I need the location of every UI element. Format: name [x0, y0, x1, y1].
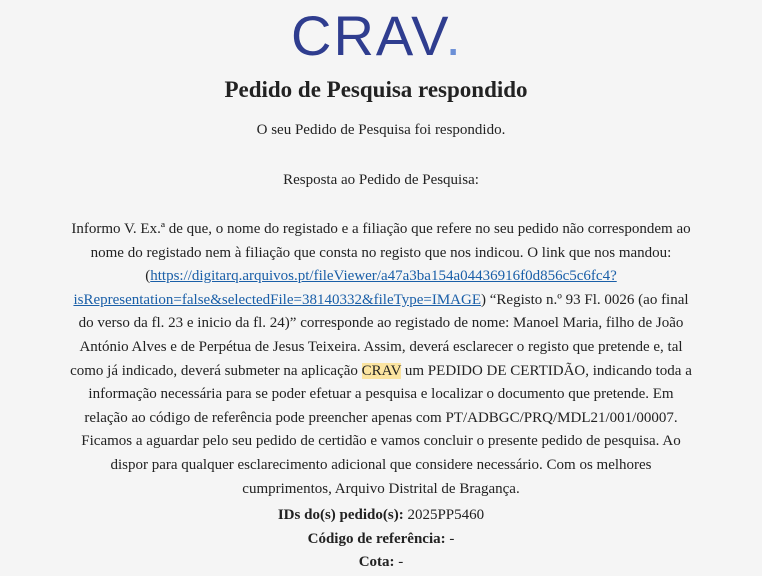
answer-body-part2: ) “Registo n.º 93 Fl. 0026 (ao final do verso da fl. 23 e inicio da fl. 24)” corresponde ao registado de nome: Manoel Maria, filho de João António Alves e de Perpétua de Jesus Teixeira. Assim, deverá esclarecer o registo que pretende e, tal como já indicado, deverá submeter na aplicação	[70, 291, 689, 379]
cota-value: -	[394, 554, 404, 570]
reference-code-value: -	[445, 531, 455, 547]
crav-logo	[0, 4, 752, 67]
request-ids	[0, 507, 762, 524]
page-title: Pedido de Pesquisa respondido	[224, 77, 528, 102]
answer-body-part1: Informo V. Ex.ª de que, o nome do registado e a filiação que refere no seu pedido não correspondem ao nome do registado nem à filiação que consta no registo que nos indicou. O link que nos mandou: (	[71, 221, 691, 285]
logo-letters: CRAV.	[291, 4, 463, 67]
crav-logo-mark	[291, 4, 463, 67]
digitarq-link[interactable]: https://digitarq.arquivos.pt/fileViewer/a47a3ba154a04436916f0d856c5c6fc4?isRepresentation=false&selectedFile=38140332&fileType=IMAGE	[73, 268, 617, 308]
reference-code-label: Código de referência:	[307, 531, 446, 547]
request-ids-value: 2025PP5460	[403, 507, 485, 523]
answer-body-part3: um PEDIDO DE CERTIDÃO, indicando toda a informação necessária para se poder efetuar a pesquisa e localizar o documento que pretende. Em relação ao código de referência pode preencher apenas com PT/ADBGC/PRQ/MDL21/001/00007. Ficamos a aguardar pelo seu pedido de certidão e vamos concluir o presente pedido de pesquisa. Ao dispor para qualquer esclarecimento adicional que considere necessário. Com os melhores cumprimentos, Arquivo Distrital de Bragança.	[81, 362, 692, 497]
crav-highlight: CRAV	[361, 362, 402, 379]
reference-code	[0, 531, 762, 548]
cota-label: Cota:	[358, 554, 395, 570]
request-ids-label: IDs do(s) pedido(s):	[277, 507, 404, 523]
cota	[0, 554, 762, 571]
answer-body	[70, 218, 692, 501]
subtitle: O seu Pedido de Pesquisa foi respondido.	[256, 122, 506, 138]
answer-heading: Resposta ao Pedido de Pesquisa:	[283, 172, 479, 188]
